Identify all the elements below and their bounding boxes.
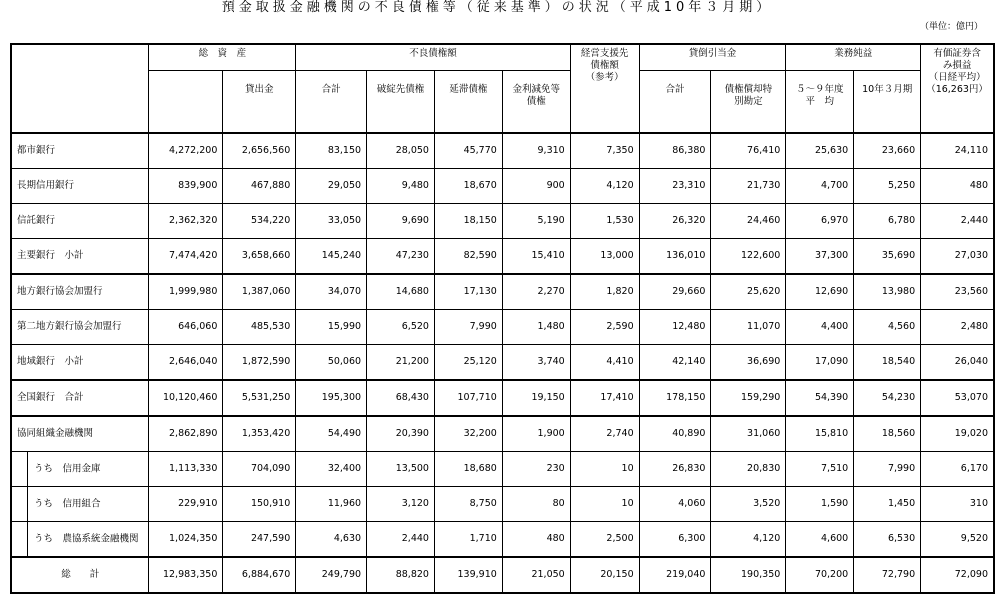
row-name: 地域銀行 小計 bbox=[11, 345, 149, 381]
cell: 29,660 bbox=[639, 274, 711, 310]
cell: 33,050 bbox=[296, 204, 367, 239]
cell: 20,150 bbox=[570, 557, 639, 593]
cell: 3,658,660 bbox=[223, 239, 296, 275]
table-row bbox=[11, 380, 994, 416]
cell: 54,230 bbox=[854, 380, 921, 416]
cell: 4,560 bbox=[854, 310, 921, 345]
cell: 1,387,060 bbox=[223, 274, 296, 310]
row-name: 信託銀行 bbox=[11, 204, 149, 239]
cell: 53,070 bbox=[921, 380, 994, 416]
cell: 6,970 bbox=[786, 204, 854, 239]
cell: 136,010 bbox=[639, 239, 711, 275]
cell: 83,150 bbox=[296, 133, 367, 169]
table-row bbox=[11, 345, 994, 381]
cell: 10 bbox=[570, 452, 639, 487]
cell: 122,600 bbox=[711, 239, 786, 275]
cell: 21,200 bbox=[367, 345, 435, 381]
table-row bbox=[11, 169, 994, 204]
table-row bbox=[11, 522, 994, 558]
cell: 21,730 bbox=[711, 169, 786, 204]
cell: 17,130 bbox=[434, 274, 502, 310]
cell: 1,530 bbox=[570, 204, 639, 239]
cell: 88,820 bbox=[367, 557, 435, 593]
cell: 178,150 bbox=[639, 380, 711, 416]
cell: 9,480 bbox=[367, 169, 435, 204]
cell: 4,120 bbox=[570, 169, 639, 204]
cell: 6,530 bbox=[854, 522, 921, 558]
cell: 5,250 bbox=[854, 169, 921, 204]
cell: 249,790 bbox=[296, 557, 367, 593]
row-name: 長期信用銀行 bbox=[11, 169, 149, 204]
row-name: 全国銀行 合計 bbox=[11, 380, 149, 416]
cell: 1,024,350 bbox=[149, 522, 223, 558]
cell: 13,000 bbox=[570, 239, 639, 275]
cell: 247,590 bbox=[223, 522, 296, 558]
cell: 35,690 bbox=[854, 239, 921, 275]
cell: 28,050 bbox=[367, 133, 435, 169]
header-support-l2: 債権額 bbox=[590, 60, 619, 71]
cell: 2,862,890 bbox=[149, 416, 223, 452]
cell: 219,040 bbox=[639, 557, 711, 593]
cell: 534,220 bbox=[223, 204, 296, 239]
cell: 31,060 bbox=[711, 416, 786, 452]
cell: 20,830 bbox=[711, 452, 786, 487]
cell: 9,310 bbox=[502, 133, 570, 169]
row-name: 第二地方銀行協会加盟行 bbox=[11, 310, 149, 345]
cell: 9,690 bbox=[367, 204, 435, 239]
indent-bar bbox=[17, 522, 28, 556]
cell: 23,560 bbox=[921, 274, 994, 310]
cell: 2,270 bbox=[502, 274, 570, 310]
cell: 25,630 bbox=[786, 133, 854, 169]
cell: 7,990 bbox=[854, 452, 921, 487]
cell: 4,400 bbox=[786, 310, 854, 345]
cell: 646,060 bbox=[149, 310, 223, 345]
cell: 47,230 bbox=[367, 239, 435, 275]
table-row bbox=[11, 557, 994, 593]
row-name: 協同組織金融機関 bbox=[11, 416, 149, 452]
header-total-assets: 総 資 産 bbox=[149, 44, 296, 70]
cell: 704,090 bbox=[223, 452, 296, 487]
cell: 3,740 bbox=[502, 345, 570, 381]
cell: 9,520 bbox=[921, 522, 994, 558]
cell: 190,350 bbox=[711, 557, 786, 593]
header-securities-l1: 有価証券含 bbox=[933, 48, 981, 59]
cell: 4,120 bbox=[711, 522, 786, 558]
cell: 2,646,040 bbox=[149, 345, 223, 381]
cell: 27,030 bbox=[921, 239, 994, 275]
header-securities bbox=[921, 44, 994, 133]
cell: 467,880 bbox=[223, 169, 296, 204]
cell: 6,884,670 bbox=[223, 557, 296, 593]
cell: 2,440 bbox=[367, 522, 435, 558]
header-bankrupt: 破綻先債権 bbox=[367, 70, 435, 133]
cell: 229,910 bbox=[149, 487, 223, 522]
cell: 15,990 bbox=[296, 310, 367, 345]
cell: 6,170 bbox=[921, 452, 994, 487]
cell: 6,300 bbox=[639, 522, 711, 558]
indent-bar bbox=[17, 487, 28, 521]
cell: 18,540 bbox=[854, 345, 921, 381]
header-profit-avg: ５～９年度 平 均 bbox=[786, 70, 854, 133]
cell: 3,520 bbox=[711, 487, 786, 522]
cell: 4,600 bbox=[786, 522, 854, 558]
cell: 11,070 bbox=[711, 310, 786, 345]
table-row bbox=[11, 452, 994, 487]
cell: 18,680 bbox=[434, 452, 502, 487]
table-row bbox=[11, 239, 994, 275]
header-blank bbox=[11, 44, 149, 133]
header-profit-fy10: 10年３月期 bbox=[854, 70, 921, 133]
cell: 26,320 bbox=[639, 204, 711, 239]
cell: 7,990 bbox=[434, 310, 502, 345]
cell: 25,620 bbox=[711, 274, 786, 310]
cell: 42,140 bbox=[639, 345, 711, 381]
header-reserves: 貸倒引当金 bbox=[639, 44, 786, 70]
cell: 80 bbox=[502, 487, 570, 522]
cell: 195,300 bbox=[296, 380, 367, 416]
cell: 107,710 bbox=[434, 380, 502, 416]
indent-bar bbox=[17, 452, 28, 486]
header-securities-l4: （16,263円） bbox=[926, 84, 988, 95]
cell: 18,670 bbox=[434, 169, 502, 204]
cell: 1,710 bbox=[434, 522, 502, 558]
cell: 1,999,980 bbox=[149, 274, 223, 310]
row-name: 総 計 bbox=[11, 557, 149, 593]
cell: 21,050 bbox=[502, 557, 570, 593]
cell: 24,460 bbox=[711, 204, 786, 239]
cell: 2,480 bbox=[921, 310, 994, 345]
cell: 2,362,320 bbox=[149, 204, 223, 239]
cell: 72,790 bbox=[854, 557, 921, 593]
cell: 485,530 bbox=[223, 310, 296, 345]
row-name: うち 信用組合 bbox=[11, 487, 149, 522]
cell: 32,400 bbox=[296, 452, 367, 487]
cell: 1,113,330 bbox=[149, 452, 223, 487]
cell: 480 bbox=[921, 169, 994, 204]
cell: 1,820 bbox=[570, 274, 639, 310]
cell: 15,810 bbox=[786, 416, 854, 452]
cell: 17,090 bbox=[786, 345, 854, 381]
cell: 10,120,460 bbox=[149, 380, 223, 416]
cell: 13,980 bbox=[854, 274, 921, 310]
header-total-assets-sub bbox=[149, 70, 223, 133]
cell: 36,690 bbox=[711, 345, 786, 381]
cell: 7,474,420 bbox=[149, 239, 223, 275]
cell: 14,680 bbox=[367, 274, 435, 310]
cell: 6,520 bbox=[367, 310, 435, 345]
cell: 4,272,200 bbox=[149, 133, 223, 169]
unit-label: （単位：億円） bbox=[919, 22, 983, 32]
cell: 72,090 bbox=[921, 557, 994, 593]
cell: 310 bbox=[921, 487, 994, 522]
bad-loans-table bbox=[10, 43, 995, 594]
header-loans: 貸出金 bbox=[223, 70, 296, 133]
cell: 2,656,560 bbox=[223, 133, 296, 169]
cell: 4,630 bbox=[296, 522, 367, 558]
header-support-l1: 経営支援先 bbox=[580, 48, 629, 59]
cell: 26,040 bbox=[921, 345, 994, 381]
row-name: うち 信用金庫 bbox=[11, 452, 149, 487]
header-securities-l2: み損益 bbox=[942, 60, 972, 71]
row-name: 都市銀行 bbox=[11, 133, 149, 169]
header-securities-l3: （日経平均） bbox=[928, 72, 986, 83]
cell: 1,872,590 bbox=[223, 345, 296, 381]
cell: 2,740 bbox=[570, 416, 639, 452]
header-bad-loans: 不良債権額 bbox=[296, 44, 570, 70]
header-profit: 業務純益 bbox=[786, 44, 921, 70]
header-support bbox=[570, 44, 639, 133]
page-title: 預金取扱金融機関の不良債権等（従来基準）の状況（平成10年３月期） bbox=[221, 0, 774, 15]
cell: 3,120 bbox=[367, 487, 435, 522]
cell: 2,440 bbox=[921, 204, 994, 239]
cell: 82,590 bbox=[434, 239, 502, 275]
cell: 19,020 bbox=[921, 416, 994, 452]
cell: 2,590 bbox=[570, 310, 639, 345]
cell: 86,380 bbox=[639, 133, 711, 169]
cell: 32,200 bbox=[434, 416, 502, 452]
cell: 1,450 bbox=[854, 487, 921, 522]
header-res-special: 債権償却特 別勘定 bbox=[711, 70, 786, 133]
cell: 37,300 bbox=[786, 239, 854, 275]
row-name: 主要銀行 小計 bbox=[11, 239, 149, 275]
header-support-l3: （参考） bbox=[585, 72, 624, 83]
cell: 13,500 bbox=[367, 452, 435, 487]
cell: 12,983,350 bbox=[149, 557, 223, 593]
cell: 50,060 bbox=[296, 345, 367, 381]
header-interest-reduced: 金利減免等 債権 bbox=[502, 70, 570, 133]
cell: 1,480 bbox=[502, 310, 570, 345]
cell: 54,390 bbox=[786, 380, 854, 416]
cell: 4,060 bbox=[639, 487, 711, 522]
cell: 8,750 bbox=[434, 487, 502, 522]
header-res-total: 合計 bbox=[639, 70, 711, 133]
cell: 1,590 bbox=[786, 487, 854, 522]
cell: 23,310 bbox=[639, 169, 711, 204]
cell: 2,500 bbox=[570, 522, 639, 558]
cell: 68,430 bbox=[367, 380, 435, 416]
cell: 139,910 bbox=[434, 557, 502, 593]
cell: 480 bbox=[502, 522, 570, 558]
header-bad-total: 合計 bbox=[296, 70, 367, 133]
cell: 23,660 bbox=[854, 133, 921, 169]
cell: 10 bbox=[570, 487, 639, 522]
cell: 17,410 bbox=[570, 380, 639, 416]
cell: 230 bbox=[502, 452, 570, 487]
header-delinquent: 延滞債権 bbox=[434, 70, 502, 133]
cell: 29,050 bbox=[296, 169, 367, 204]
cell: 34,070 bbox=[296, 274, 367, 310]
cell: 839,900 bbox=[149, 169, 223, 204]
table-row bbox=[11, 274, 994, 310]
cell: 76,410 bbox=[711, 133, 786, 169]
cell: 5,190 bbox=[502, 204, 570, 239]
table-row bbox=[11, 133, 994, 169]
cell: 40,890 bbox=[639, 416, 711, 452]
cell: 19,150 bbox=[502, 380, 570, 416]
cell: 24,110 bbox=[921, 133, 994, 169]
cell: 25,120 bbox=[434, 345, 502, 381]
row-name: 地方銀行協会加盟行 bbox=[11, 274, 149, 310]
cell: 1,900 bbox=[502, 416, 570, 452]
cell: 7,350 bbox=[570, 133, 639, 169]
table-row bbox=[11, 310, 994, 345]
cell: 45,770 bbox=[434, 133, 502, 169]
table-row bbox=[11, 416, 994, 452]
cell: 70,200 bbox=[786, 557, 854, 593]
cell: 900 bbox=[502, 169, 570, 204]
cell: 159,290 bbox=[711, 380, 786, 416]
cell: 18,560 bbox=[854, 416, 921, 452]
cell: 4,410 bbox=[570, 345, 639, 381]
cell: 26,830 bbox=[639, 452, 711, 487]
row-name: うち 農協系統金融機関 bbox=[11, 522, 149, 558]
table-row bbox=[11, 204, 994, 239]
cell: 54,490 bbox=[296, 416, 367, 452]
cell: 18,150 bbox=[434, 204, 502, 239]
cell: 5,531,250 bbox=[223, 380, 296, 416]
cell: 6,780 bbox=[854, 204, 921, 239]
cell: 150,910 bbox=[223, 487, 296, 522]
cell: 12,690 bbox=[786, 274, 854, 310]
table-row bbox=[11, 487, 994, 522]
cell: 11,960 bbox=[296, 487, 367, 522]
cell: 4,700 bbox=[786, 169, 854, 204]
cell: 15,410 bbox=[502, 239, 570, 275]
cell: 20,390 bbox=[367, 416, 435, 452]
cell: 145,240 bbox=[296, 239, 367, 275]
cell: 1,353,420 bbox=[223, 416, 296, 452]
cell: 12,480 bbox=[639, 310, 711, 345]
cell: 7,510 bbox=[786, 452, 854, 487]
